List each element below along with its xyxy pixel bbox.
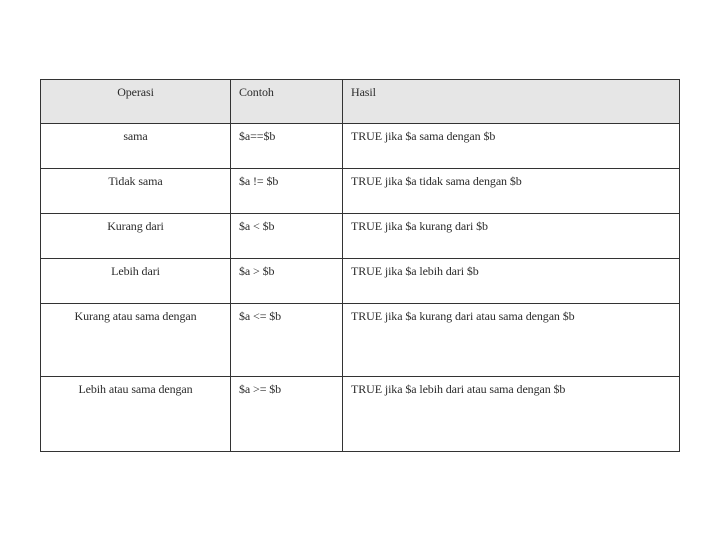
result-cell: TRUE jika $a kurang dari atau sama dengan $b (343, 304, 680, 377)
example-cell: $a != $b (231, 169, 343, 214)
operation-cell: Lebih atau sama dengan (41, 377, 231, 452)
result-cell: TRUE jika $a lebih dari $b (343, 259, 680, 304)
table-row (41, 214, 680, 259)
result-cell: TRUE jika $a kurang dari $b (343, 214, 680, 259)
table-row (41, 259, 680, 304)
operation-cell: sama (41, 124, 231, 169)
example-cell: $a==$b (231, 124, 343, 169)
operation-cell: Kurang dari (41, 214, 231, 259)
table-header-row (41, 80, 680, 124)
example-cell: $a < $b (231, 214, 343, 259)
table-row (41, 124, 680, 169)
table-row (41, 377, 680, 452)
header-contoh: Contoh (231, 80, 343, 124)
header-operasi: Operasi (41, 80, 231, 124)
table-row (41, 169, 680, 214)
result-cell: TRUE jika $a lebih dari atau sama dengan $b (343, 377, 680, 452)
example-cell: $a <= $b (231, 304, 343, 377)
header-hasil: Hasil (343, 80, 680, 124)
example-cell: $a > $b (231, 259, 343, 304)
result-cell: TRUE jika $a sama dengan $b (343, 124, 680, 169)
table-row (41, 304, 680, 377)
comparison-operators-table (40, 79, 680, 452)
result-cell: TRUE jika $a tidak sama dengan $b (343, 169, 680, 214)
operation-cell: Tidak sama (41, 169, 231, 214)
operation-cell: Lebih dari (41, 259, 231, 304)
example-cell: $a >= $b (231, 377, 343, 452)
operation-cell: Kurang atau sama dengan (41, 304, 231, 377)
